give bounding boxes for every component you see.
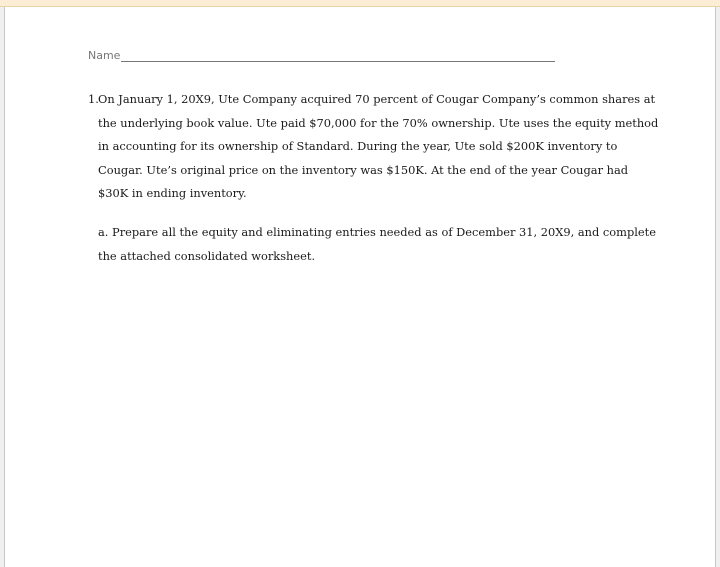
- name-field: [88, 49, 555, 62]
- question-line: the underlying book value. Ute paid $70,000 for the 70% ownership. Ute uses the equity method: [98, 115, 659, 130]
- name-underline: [121, 49, 555, 62]
- question-line: On January 1, 20X9, Ute Company acquired 70 percent of Cougar Company’s common shares at: [98, 92, 656, 106]
- question-line: $30K in ending inventory.: [98, 186, 247, 201]
- question-text: [98, 88, 659, 206]
- question-line: Cougar. Ute’s original price on the inventory was $150K. At the end of the year Cougar had: [98, 162, 629, 177]
- document-page: [4, 7, 716, 567]
- top-banner: [0, 0, 720, 7]
- question-part-a: [98, 221, 656, 268]
- question-line: in accounting for its ownership of Standard. During the year, Ute sold $200K inventory to: [98, 139, 618, 154]
- name-label: Name: [88, 49, 121, 62]
- part-a-line: the attached consolidated worksheet.: [98, 248, 316, 263]
- question-number: 1.: [88, 92, 99, 106]
- part-a-line: a. Prepare all the equity and eliminating entries needed as of December 31, 20X9, and complete: [98, 224, 656, 239]
- question-1: [88, 88, 659, 268]
